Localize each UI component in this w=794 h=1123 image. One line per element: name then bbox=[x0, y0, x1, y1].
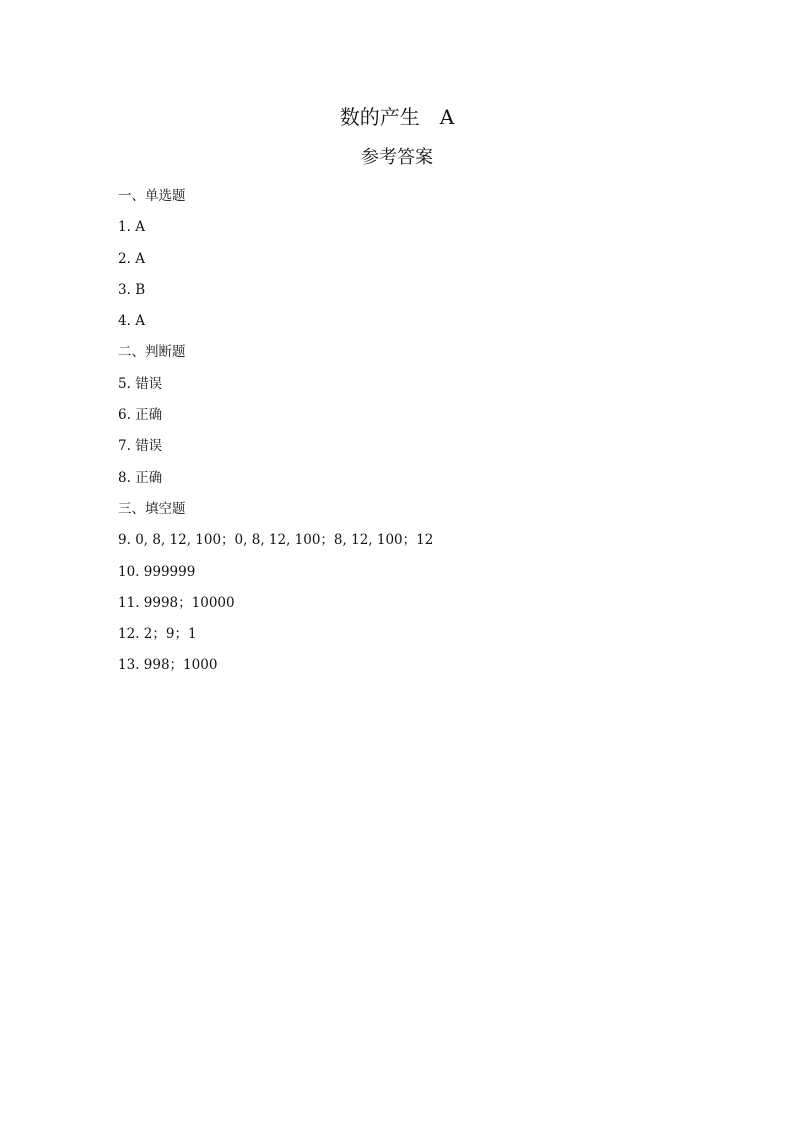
answer-item-13 bbox=[118, 652, 718, 683]
document-title: 数的产生 A bbox=[339, 105, 455, 129]
item-number: 1 . bbox=[118, 219, 135, 235]
item-number: 8 . bbox=[118, 470, 135, 486]
item-answer: 正确 bbox=[135, 407, 163, 424]
section-heading-true-false: 二、判断题 bbox=[118, 344, 186, 361]
answer-item-9 bbox=[118, 527, 718, 558]
section-heading-single-choice: 一、单选题 bbox=[118, 188, 186, 204]
answer-list bbox=[118, 183, 718, 684]
item-answer: A bbox=[135, 250, 145, 267]
item-number: 10 . bbox=[118, 564, 144, 580]
answer-item-7 bbox=[118, 433, 718, 464]
item-number: 12 . bbox=[118, 626, 144, 642]
item-number: 9 . bbox=[118, 532, 135, 548]
item-answer: 正确 bbox=[135, 469, 163, 486]
item-answer: 0, 8, 12, 100；0, 8, 12, 100；8, 12, 100；12 bbox=[135, 532, 434, 549]
item-number: 11 . bbox=[118, 595, 144, 611]
item-number: 5 . bbox=[118, 376, 135, 392]
item-number: 3 . bbox=[118, 282, 135, 298]
item-answer: A bbox=[135, 313, 145, 330]
item-answer: 999999 bbox=[143, 563, 196, 580]
item-number: 13 . bbox=[118, 657, 144, 673]
item-number: 4 . bbox=[118, 313, 135, 329]
answer-item-2 bbox=[118, 246, 718, 277]
section-heading-fill-blank: 三、填空题 bbox=[118, 500, 186, 517]
item-answer: B bbox=[135, 281, 146, 298]
answer-item-11 bbox=[118, 590, 718, 621]
answer-item-4 bbox=[118, 308, 718, 339]
item-number: 7 . bbox=[118, 438, 135, 454]
item-number: 2 . bbox=[118, 251, 135, 267]
answer-item-5 bbox=[118, 371, 718, 402]
item-answer: 9998；10000 bbox=[143, 594, 235, 611]
answer-item-8 bbox=[118, 465, 718, 496]
document-subtitle: 参考答案 bbox=[361, 147, 433, 168]
item-answer: 998；1000 bbox=[143, 657, 218, 674]
item-number: 6 . bbox=[118, 407, 135, 423]
item-answer: A bbox=[135, 219, 145, 236]
answer-item-6 bbox=[118, 402, 718, 433]
item-answer: 错误 bbox=[135, 375, 163, 392]
answer-item-3 bbox=[118, 277, 718, 308]
answer-item-12 bbox=[118, 621, 718, 652]
answer-item-10 bbox=[118, 559, 718, 590]
item-answer: 2；9；1 bbox=[143, 626, 197, 643]
answer-item-1 bbox=[118, 214, 718, 245]
item-answer: 错误 bbox=[135, 438, 163, 455]
